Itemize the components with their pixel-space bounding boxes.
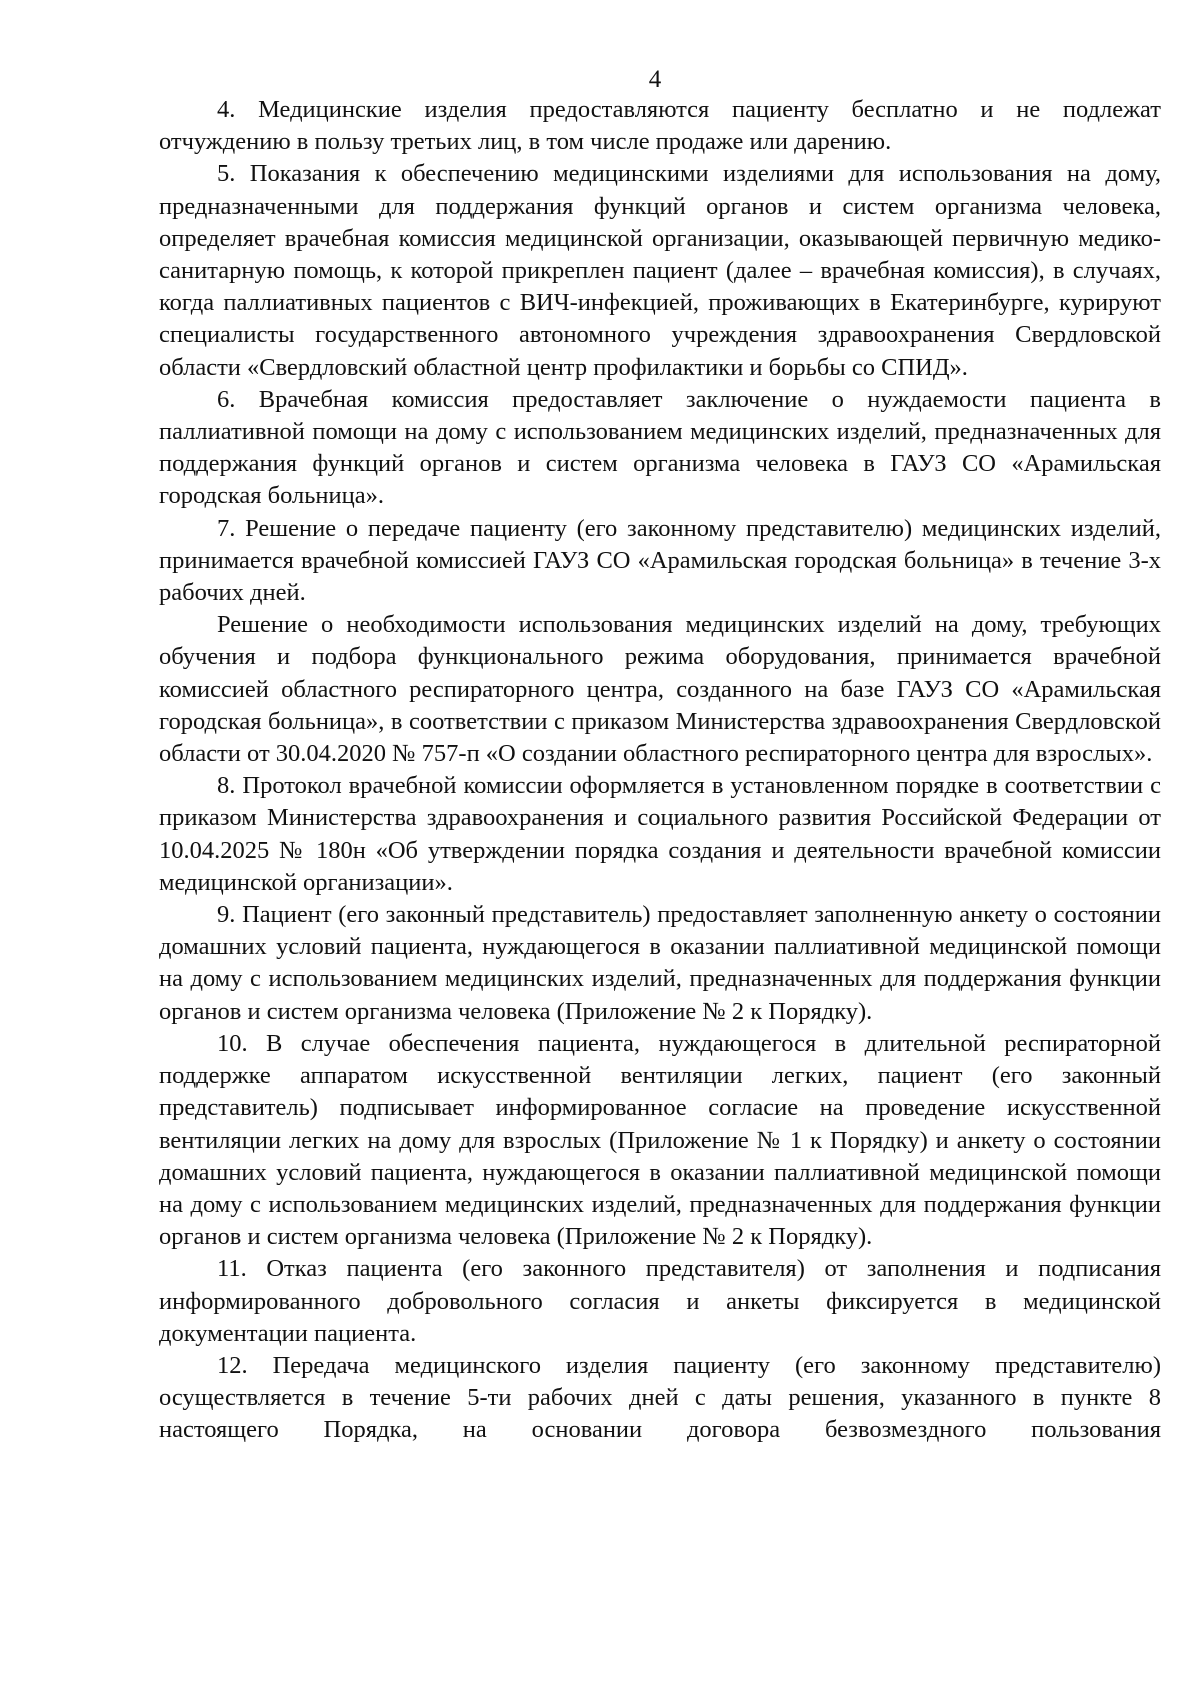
- paragraph-item-6: 6. Врачебная комиссия предоставляет заключение о нуждаемости пациента в паллиативной помощи на дому с использованием медицинских изделий, предназначенных для поддержания функций органов и систем организма человека в ГАУЗ СО «Арамильская городская больница».: [159, 385, 1161, 510]
- paragraph-item-8: 8. Протокол врачебной комиссии оформляется в установленном порядке в соответствии с приказом Министерства здравоохранения и социального развития Российской Федерации от 10.04.2025 № 180н «Об утверждении порядка создания и деятельности врачебной комиссии медицинской организации».: [159, 772, 1161, 896]
- paragraph-item-4: 4. Медицинские изделия предоставляются пациенту бесплатно и не подлежат отчуждению в пользу третьих лиц, в том числе продаже или дарению.: [159, 96, 1161, 156]
- paragraph-item-5: 5. Показания к обеспечению медицинскими изделиями для использования на дому, предназначенными для поддержания функций органов и систем организма человека, определяет врачебная комиссия медицинской организации, оказывающей первичную медико-санитарную помощь, к которой прикреплен пациент (далее – врачебная комиссия), в случаях, когда паллиативных пациентов с ВИЧ-инфекцией, проживающих в Екатеринбурге, курируют специалисты государственного автономного учреждения здравоохранения Свердловской области «Свердловский областной центр профилактики и борьбы со СПИД».: [159, 160, 1161, 381]
- paragraph-item-11: 11. Отказ пациента (его законного представителя) от заполнения и подписания информированного добровольного согласия и анкеты фиксируется в медицинской документации пациента.: [159, 1255, 1161, 1347]
- paragraph-item-10: 10. В случае обеспечения пациента, нуждающегося в длительной респираторной поддержке аппаратом искусственной вентиляции легких, пациент (его законный представитель) подписывает информированное согласие на проведение искусственной вентиляции легких на дому для взрослых (Приложение № 1 к Порядку) и анкету о состоянии домашних условий пациента, нуждающегося в оказании паллиативной медицинской помощи на дому с использованием медицинских изделий, предназначенных для поддержания функции органов и систем организма человека (Приложение № 2 к Порядку).: [159, 1029, 1161, 1251]
- document-body: [159, 94, 1161, 1447]
- paragraph-item-7-continuation: Решение о необходимости использования медицинских изделий на дому, требующих обучения и подбора функционального режима оборудования, принимается врачебной комиссией областного респираторного центра, созданного на базе ГАУЗ СО «Арамильская городская больница», в соответствии с приказом Министерства здравоохранения Свердловской области от 30.04.2020 № 757-п «О создании областного респираторного центра для взрослых».: [159, 611, 1161, 768]
- paragraph-item-7: 7. Решение о передаче пациенту (его законному представителю) медицинских изделий, принимается врачебной комиссией ГАУЗ СО «Арамильская городская больница» в течение 3-х рабочих дней.: [159, 514, 1161, 607]
- paragraph-item-9: 9. Пациент (его законный представитель) предоставляет заполненную анкету о состоянии домашних условий пациента, нуждающегося в оказании паллиативной медицинской помощи на дому с использованием медицинских изделий, предназначенных для поддержания функции органов и систем организма человека (Приложение № 2 к Порядку).: [159, 901, 1161, 1025]
- page-number: 4: [648, 66, 662, 93]
- paragraph-item-12: 12. Передача медицинского изделия пациенту (его законному представителю) осуществляется в течение 5-ти рабочих дней с даты решения, указанного в пункте 8 настоящего Порядка, на основании договора безвозмездного пользования: [159, 1351, 1161, 1444]
